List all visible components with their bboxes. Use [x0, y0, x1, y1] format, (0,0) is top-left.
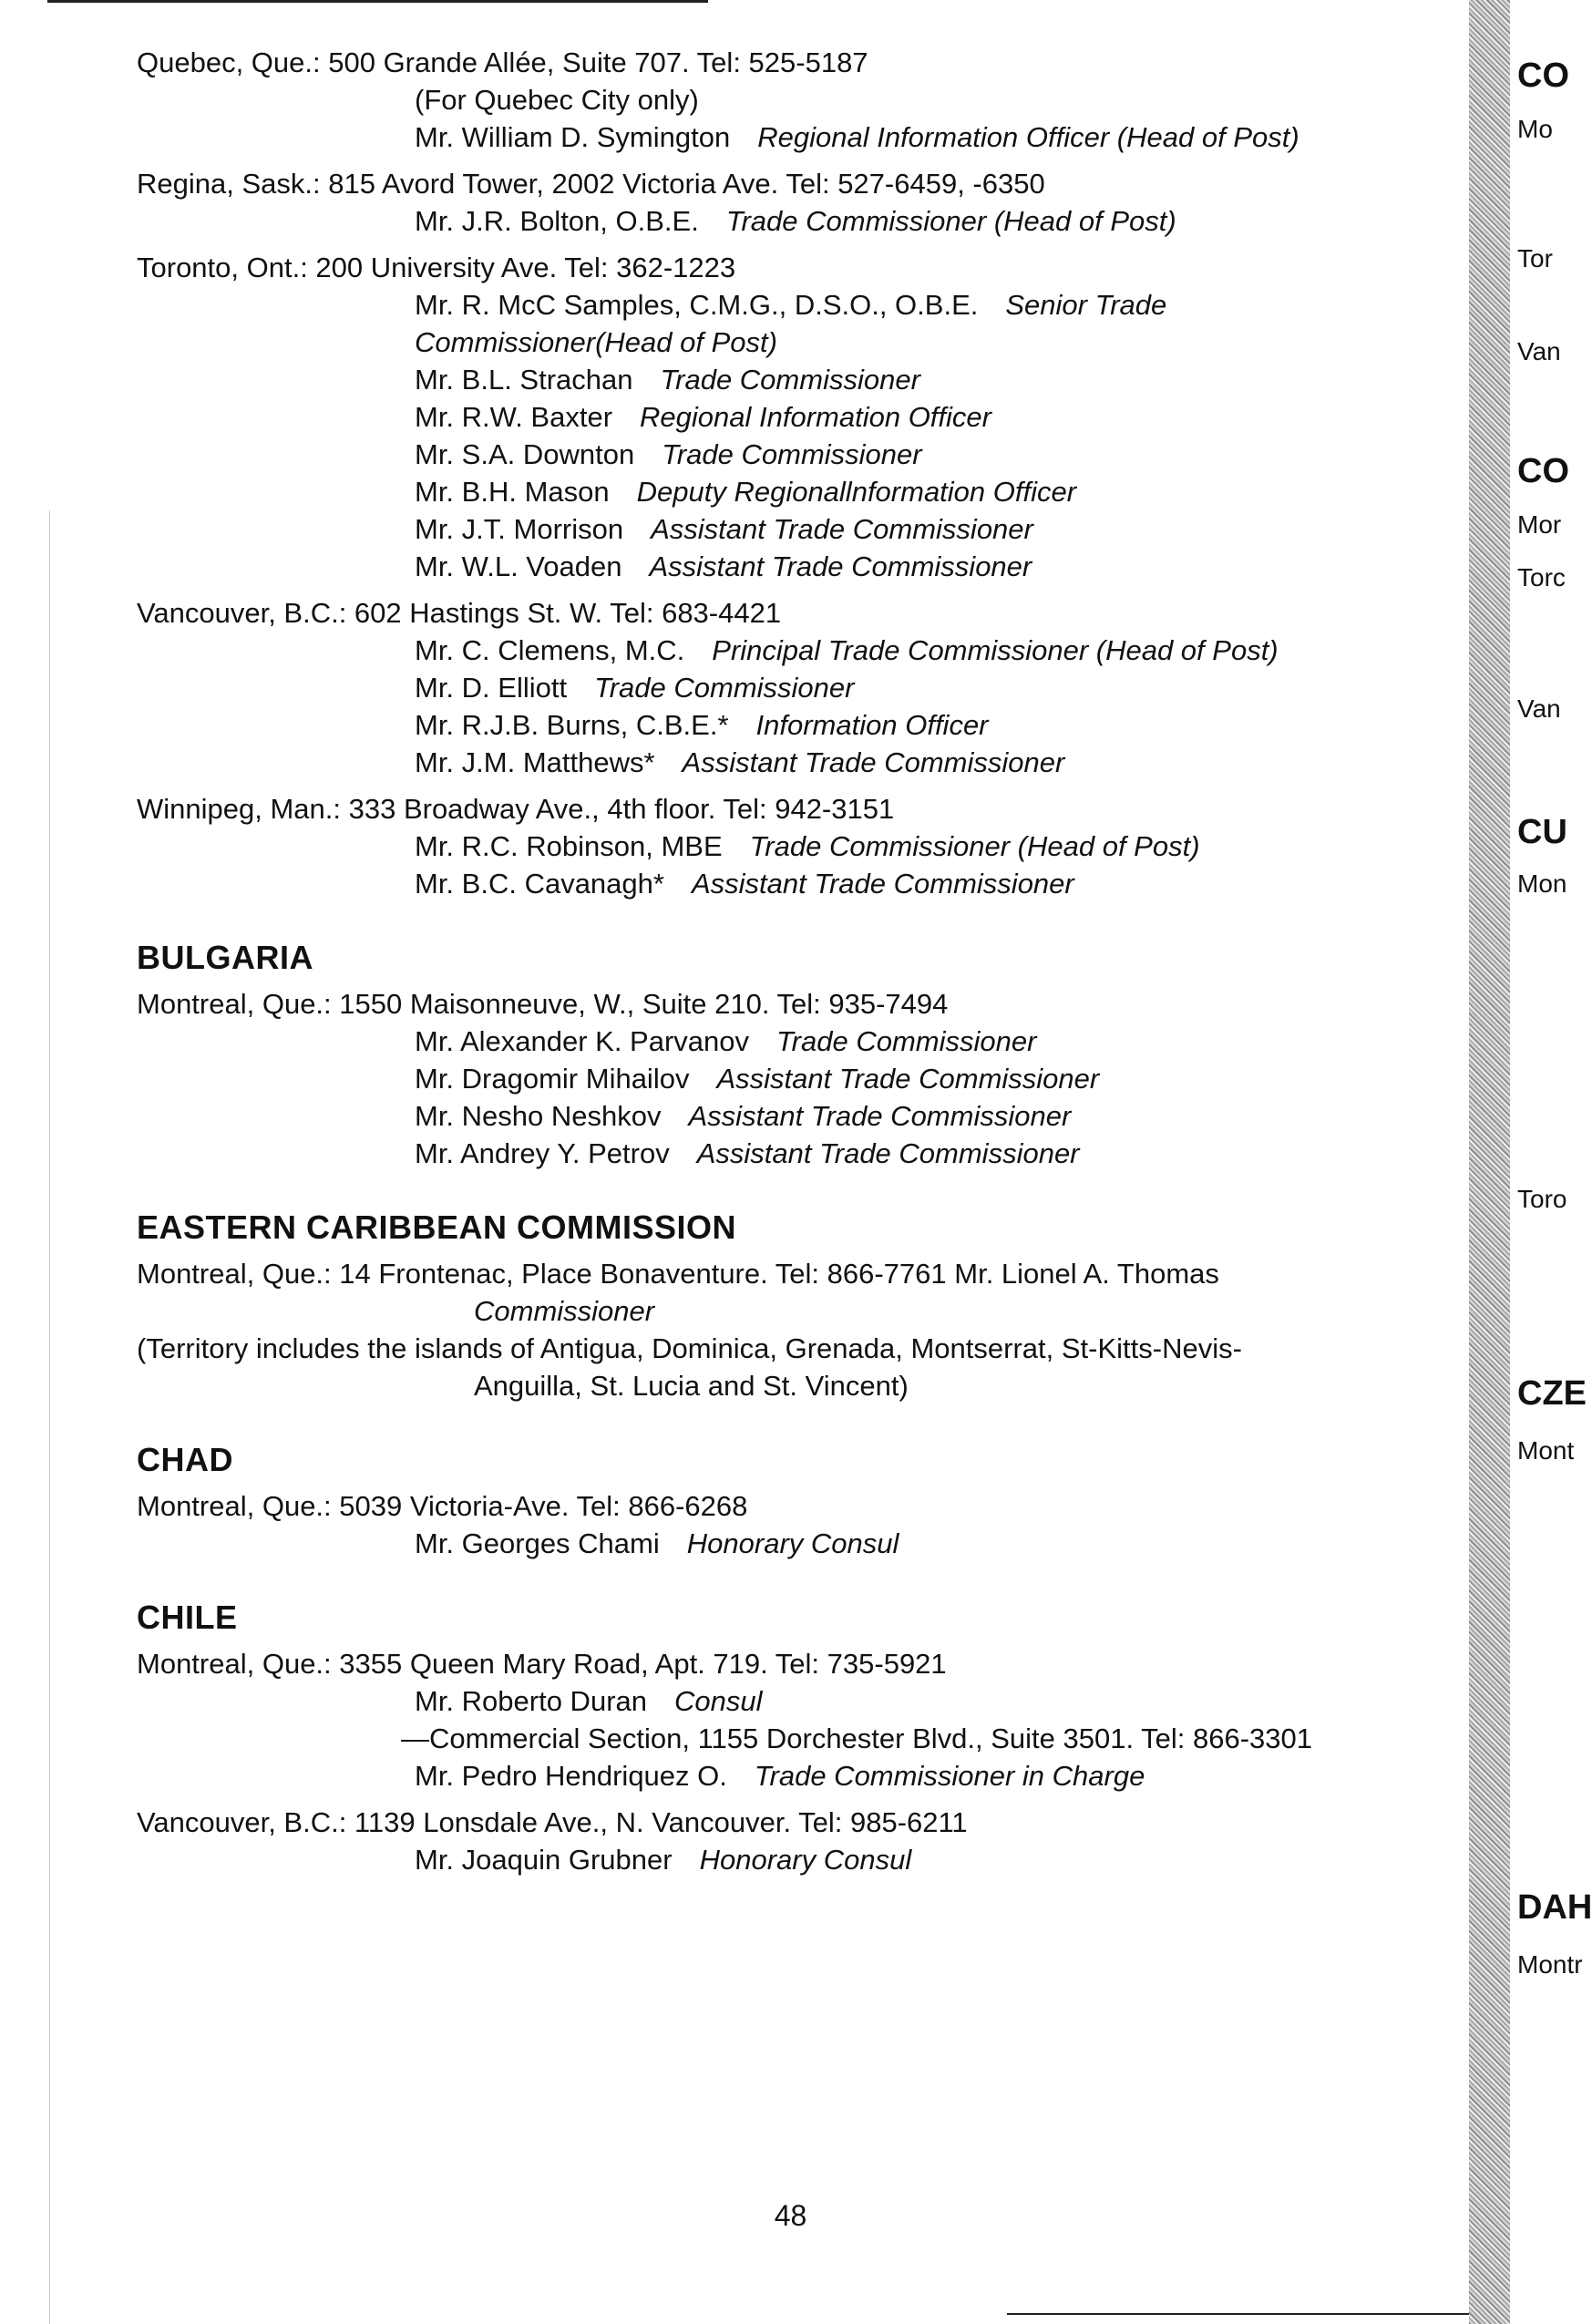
staff-title: [137, 1292, 1458, 1330]
post-address: Toronto, Ont.: 200 University Ave. Tel: 362-1223: [137, 252, 736, 283]
staff-title: Consul: [674, 1685, 763, 1717]
territory-note: (Territory includes the islands of Antigua, Dominica, Grenada, Montserrat, St-Kitts-Nevis-: [137, 1332, 1242, 1364]
staff-title: Assistant Trade Commissioner: [691, 868, 1074, 900]
staff-entry: [137, 286, 1235, 361]
staff-title-text: Commissioner: [474, 1295, 655, 1327]
staff-title: Assistant Trade Commissioner: [649, 550, 1032, 582]
staff-name: Mr. J.T. Morrison: [415, 513, 624, 545]
edge-heading: CZE: [1517, 1374, 1587, 1413]
edge-heading: CO: [1517, 57, 1569, 95]
binding-strip: [1469, 0, 1510, 2324]
bottom-rule: [1007, 2313, 1476, 2315]
staff-title: Assistant Trade Commissioner: [696, 1137, 1080, 1169]
post-address: Winnipeg, Man.: 333 Broadway Ave., 4th floor. Tel: 942-3151: [137, 793, 895, 825]
staff-entry: [137, 1757, 1458, 1794]
staff-name: Mr. D. Elliott: [415, 672, 568, 704]
post-winnipeg: [137, 790, 1458, 902]
left-margin-line: [49, 510, 50, 2324]
staff-entry: [137, 361, 1458, 398]
staff-title: Honorary Consul: [686, 1527, 899, 1559]
staff-entry: [137, 1060, 1458, 1097]
post-chile-vancouver: [137, 1804, 1458, 1878]
staff-name: Mr. Dragomir Mihailov: [415, 1063, 690, 1095]
staff-name: Mr. Nesho Neshkov: [415, 1100, 662, 1132]
staff-title: Trade Commissioner: [594, 672, 855, 704]
post-eastern-caribbean-montreal: [137, 1255, 1458, 1404]
staff-name: Mr. Georges Chami: [415, 1527, 660, 1559]
staff-title: Senior Trade Commissioner(Head of Post): [415, 289, 1167, 358]
post-bulgaria-montreal: [137, 985, 1458, 1172]
edge-heading: CO: [1517, 452, 1569, 490]
staff-entry: [137, 1135, 1458, 1172]
staff-name: Mr. Roberto Duran: [415, 1685, 647, 1717]
staff-name: Mr. W.L. Voaden: [415, 550, 622, 582]
staff-entry: [137, 436, 1458, 473]
staff-title: Regional Information Officer: [640, 401, 991, 433]
staff-entry: [137, 473, 1458, 510]
staff-entry: [137, 706, 1458, 744]
post-address: Montreal, Que.: 14 Frontenac, Place Bonaventure. Tel: 866-7761 Mr. Lionel A. Thomas: [137, 1258, 1219, 1290]
commercial-section: —Commercial Section, 1155 Dorchester Blvd., Suite 3501. Tel: 866-3301: [401, 1722, 1312, 1754]
post-address: Regina, Sask.: 815 Avord Tower, 2002 Victoria Ave. Tel: 527-6459, -6350: [137, 168, 1045, 200]
directory-content: [137, 44, 1458, 1887]
staff-name: Mr. Pedro Hendriquez O.: [415, 1760, 727, 1792]
staff-name: Mr. R.J.B. Burns, C.B.E.*: [415, 709, 729, 741]
edge-city: Van: [1517, 337, 1561, 365]
staff-title: Assistant Trade Commissioner: [651, 513, 1033, 545]
post-address: Vancouver, B.C.: 1139 Lonsdale Ave., N. Vancouver. Tel: 985-6211: [137, 1806, 968, 1838]
staff-name: Mr. J.R. Bolton, O.B.E.: [415, 205, 699, 237]
post-chile-montreal: [137, 1645, 1458, 1794]
staff-title: Assistant Trade Commissioner: [716, 1063, 1100, 1095]
staff-title: Regional Information Officer (Head of Post): [757, 121, 1299, 153]
staff-entry: [137, 669, 1458, 706]
staff-name: Mr. R.C. Robinson, MBE: [415, 830, 723, 862]
edge-city: Tor: [1517, 244, 1553, 273]
post-quebec: [137, 44, 1458, 156]
post-regina: [137, 165, 1458, 240]
country-heading-bulgaria: BULGARIA: [137, 939, 313, 976]
staff-name: Mr. J.M. Matthews*: [415, 746, 655, 778]
staff-name: Mr. R. McC Samples, C.M.G., D.S.O., O.B.E.: [415, 289, 979, 321]
staff-title: Trade Commissioner: [660, 364, 920, 396]
post-address: Quebec, Que.: 500 Grande Allée, Suite 707. Tel: 525-5187: [137, 46, 868, 78]
staff-title: Principal Trade Commissioner (Head of Post): [712, 634, 1279, 666]
staff-name: Mr. S.A. Downton: [415, 438, 635, 470]
edge-city: Toro: [1517, 1185, 1567, 1213]
post-address: Montreal, Que.: 5039 Victoria-Ave. Tel: 866-6268: [137, 1490, 748, 1522]
edge-city: Torc: [1517, 563, 1566, 591]
staff-entry: [137, 118, 1458, 156]
staff-name: Mr. C. Clemens, M.C.: [415, 634, 685, 666]
post-address: Montreal, Que.: 3355 Queen Mary Road, Apt. 719. Tel: 735-5921: [137, 1648, 947, 1680]
edge-city: Mont: [1517, 1436, 1575, 1465]
edge-heading: CU: [1517, 813, 1567, 851]
staff-name: Mr. B.C. Cavanagh*: [415, 868, 664, 900]
staff-entry: [137, 510, 1458, 548]
country-heading-chile: CHILE: [137, 1599, 238, 1636]
territory-note-continued: Anguilla, St. Lucia and St. Vincent): [474, 1370, 909, 1402]
staff-entry: [137, 548, 1458, 585]
staff-title: Assistant Trade Commissioner: [688, 1100, 1072, 1132]
staff-title: Trade Commissioner: [662, 438, 922, 470]
staff-title: Trade Commissioner (Head of Post): [725, 205, 1176, 237]
edge-city: Mon: [1517, 869, 1567, 898]
edge-heading: DAH: [1517, 1888, 1592, 1927]
edge-city: Mor: [1517, 510, 1562, 539]
staff-entry: [137, 1097, 1458, 1135]
staff-title: Assistant Trade Commissioner: [682, 746, 1065, 778]
staff-entry: [137, 744, 1458, 781]
staff-name: Mr. Alexander K. Parvanov: [415, 1025, 750, 1057]
edge-city: Mo: [1517, 115, 1553, 143]
staff-name: Mr. B.H. Mason: [415, 476, 610, 508]
staff-title: Trade Commissioner in Charge: [754, 1760, 1145, 1792]
staff-entry: [137, 865, 1458, 902]
staff-entry: [137, 202, 1458, 240]
post-vancouver: [137, 594, 1458, 781]
adjacent-page-edge: [1510, 0, 1592, 2324]
staff-title: Trade Commissioner: [776, 1025, 1037, 1057]
staff-entry: [137, 1841, 1458, 1878]
staff-name: Mr. B.L. Strachan: [415, 364, 633, 396]
page-number: 48: [774, 2199, 807, 2232]
staff-name: Mr. William D. Symington: [415, 121, 731, 153]
post-address: Montreal, Que.: 1550 Maisonneuve, W., Suite 210. Tel: 935-7494: [137, 988, 949, 1020]
staff-title: Information Officer: [755, 709, 989, 741]
country-heading-eastern-caribbean: EASTERN CARIBBEAN COMMISSION: [137, 1208, 737, 1246]
staff-entry: [137, 398, 1458, 436]
post-toronto: [137, 249, 1458, 585]
post-address: Vancouver, B.C.: 602 Hastings St. W. Tel: 683-4421: [137, 597, 782, 629]
top-rule: [47, 0, 708, 3]
staff-entry: [137, 632, 1458, 669]
staff-title: Honorary Consul: [699, 1844, 912, 1876]
post-chad-montreal: [137, 1487, 1458, 1562]
post-note: (For Quebec City only): [415, 84, 699, 116]
staff-entry: [137, 1023, 1458, 1060]
country-heading-chad: CHAD: [137, 1441, 233, 1478]
staff-name: Mr. Andrey Y. Petrov: [415, 1137, 670, 1169]
staff-entry: [137, 828, 1458, 865]
edge-city: Montr: [1517, 1950, 1583, 1979]
staff-entry: [137, 1525, 1458, 1562]
edge-city: Van: [1517, 694, 1561, 723]
staff-name: Mr. Joaquin Grubner: [415, 1844, 673, 1876]
staff-title: Trade Commissioner (Head of Post): [749, 830, 1200, 862]
staff-entry: [137, 1682, 1458, 1720]
staff-name: Mr. R.W. Baxter: [415, 401, 613, 433]
staff-title: Deputy Regionallnformation Officer: [636, 476, 1077, 508]
